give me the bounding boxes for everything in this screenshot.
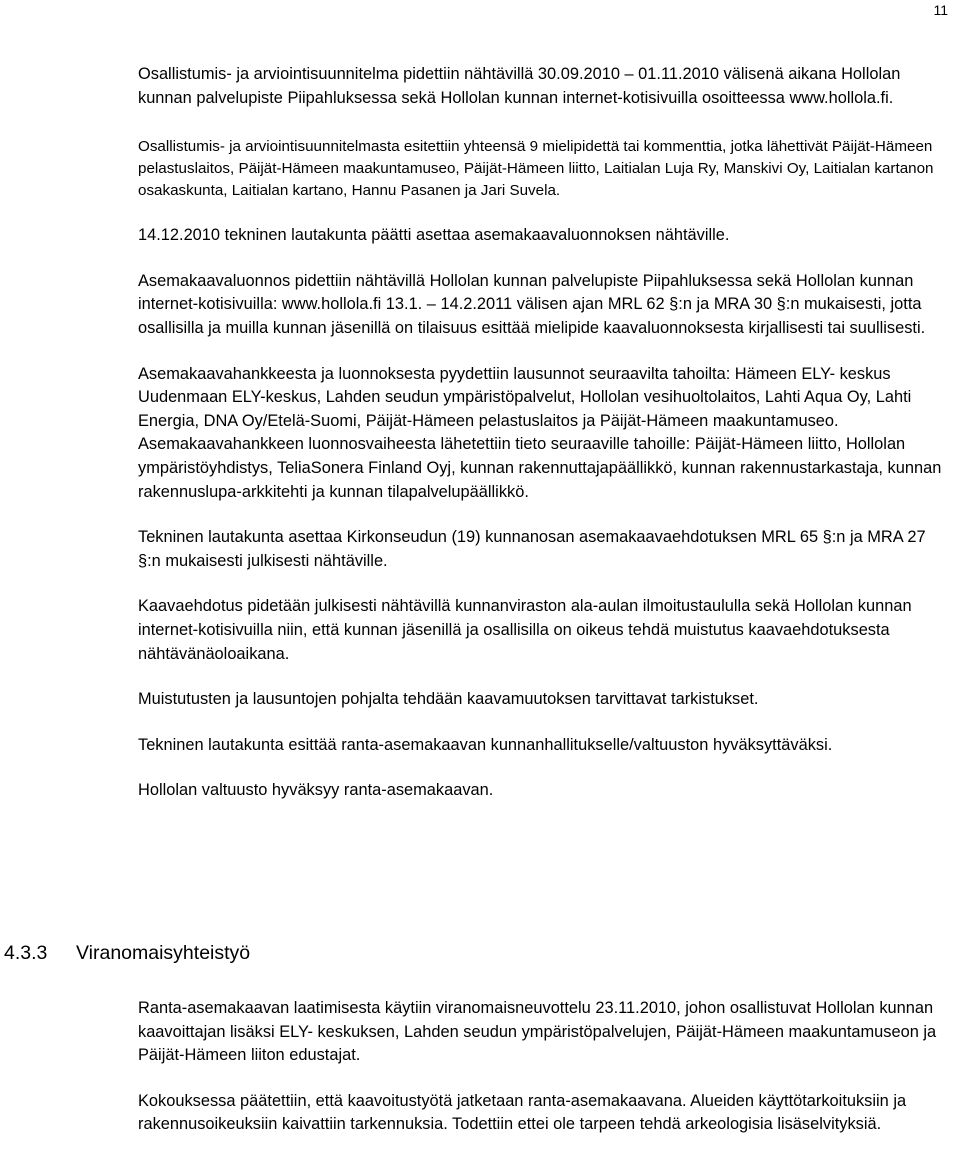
paragraph-proposal-display: Tekninen lautakunta asettaa Kirkonseudun (19) kunnanosan asemakaavaehdotuksen MRL 65 §:n ja MRA 27 §:n mukaisesti julkisesti nähtäville. [138,528,926,570]
section-body [138,997,946,1137]
paragraph-meeting-decision: Kokouksessa päätettiin, että kaavoitustyötä jatketaan ranta-asemakaavana. Alueiden käyttötarkoituksiin ja rakennusoikeuksiin kaivattiin tarkennuksia. Todettiin ettei ole tarpeen tehdä arkeologisia lisäselvityksiä. [138,1091,907,1134]
section-number: 4.3.3 [4,942,48,964]
paragraph-proposal-public: Kaavaehdotus pidetään julkisesti nähtävillä kunnanviraston ala-aulan ilmoitustaululla sekä Hollolan kunnan internet-kotisivuilla niin, että kunnan jäsenillä ja osallisilla on oikeus tehdä muistutus kaavaehdotuksesta nähtävänäoloaikana. [138,597,912,663]
page-number: 11 [933,2,948,18]
document-body [138,63,946,803]
paragraph-opinions-received: Osallistumis- ja arviointisuunnitelmasta esitettiin yhteensä 9 mielipidettä tai kommenttia, jotka lähettivät Päijät-Hämeen pelastuslaitos, Päijät-Hämeen maakuntamuseo, Päijät-Hämeen liitto, Laitialan Luja Ry, Manskivi Oy, Laitialan kartanon osakaskunta, Laitialan kartano, Hannu Pasanen ja Jari Suvela. [138,138,934,200]
paragraph-draft-display: Asemakaavaluonnos pidettiin nähtävillä Hollolan kunnan palvelupiste Piipahluksessa sekä Hollolan kunnan internet-kotisivuilla: www.hollola.fi 13.1. – 14.2.2011 välisen ajan MRL 62 §:n ja MRA 30 §:n mukaisesti, jotta osallisilla ja muilla kunnan jäsenillä on tilaisuus esittää mielipide kaavaluonnoksesta kirjallisesti tai suullisesti. [138,271,926,337]
paragraph-revisions: Muistutusten ja lausuntojen pohjalta tehdään kaavamuutoksen tarvittavat tarkistukset. [138,690,759,709]
paragraph-statements-requested: Asemakaavahankkeesta ja luonnoksesta pyydettiin lausunnot seuraavilta tahoilta: Hämeen ELY- keskus Uudenmaan ELY-keskus, Lahden seudun ympäristöpalvelut, Hollolan vesihuoltolaitos, Lahti Aqua Oy, Lahti Energia, DNA Oy/Etelä-Suomi, Päijät-Hämeen pelastuslaitos ja Päijät-Hämeen maakuntamuseo. Asemakaavahankkeen luonnosvaiheesta lähetettiin tieto seuraaville tahoille: Päijät-Hämeen liitto, Hollolan ympäristöyhdistys, TeliaSonera Finland Oyj, kunnan rakennuttajapäällikkö, kunnan rakennustarkastaja, kunnan rakennuslupa-arkkitehti ja kunnan tilapalvelupäällikkö. [138,364,942,501]
paragraph-participation-plan-display: Osallistumis- ja arviointisuunnitelma pidettiin nähtävillä 30.09.2010 – 01.11.2010 välisenä aikana Hollolan kunnan palvelupiste Piipahluksessa sekä Hollolan kunnan internet-kotisivuilla osoitteessa www.hollola.fi. [138,65,901,107]
section-title: Viranomaisyhteistyö [76,942,251,964]
section-heading [4,941,250,965]
paragraph-board-proposes: Tekninen lautakunta esittää ranta-asemakaavan kunnanhallitukselle/valtuuston hyväksyttäväksi. [138,735,833,754]
paragraph-board-decision: 14.12.2010 tekninen lautakunta päätti asettaa asemakaavaluonnoksen nähtäville. [138,226,730,245]
paragraph-authority-meeting: Ranta-asemakaavan laatimisesta käytiin viranomaisneuvottelu 23.11.2010, johon osallistuvat Hollolan kunnan kaavoittajan lisäksi ELY- keskuksen, Lahden seudun ympäristöpalvelujen, Päijät-Hämeen maakuntamuseon ja Päijät-Hämeen liiton edustajat. [138,999,937,1065]
paragraph-council-approves: Hollolan valtuusto hyväksyy ranta-asemakaavan. [138,781,494,800]
